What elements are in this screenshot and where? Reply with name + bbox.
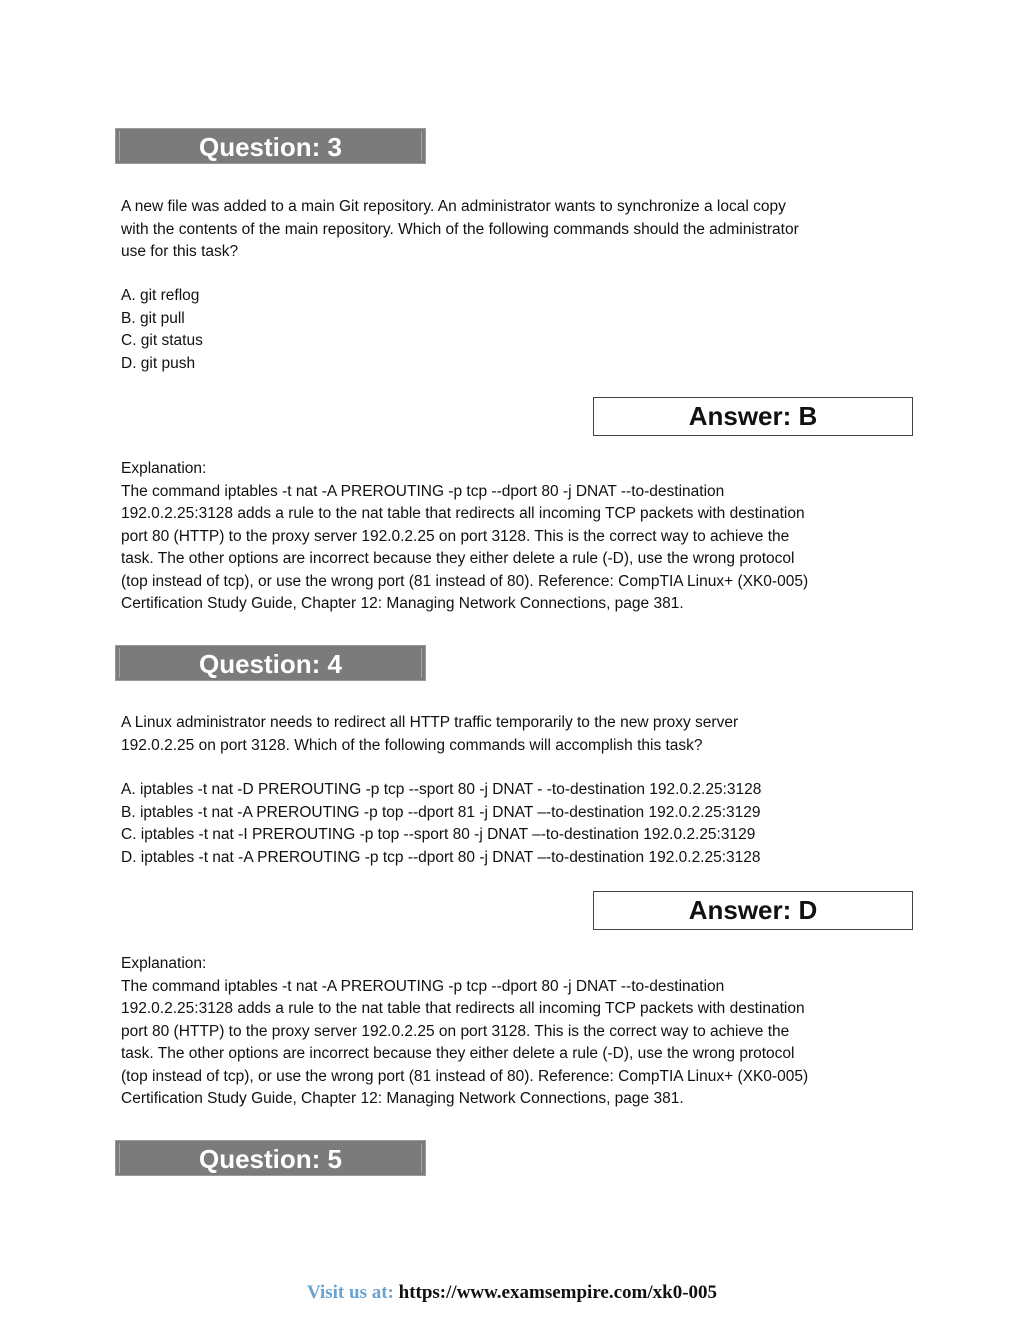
question-4-explanation [121, 953, 891, 1111]
option-d: D. iptables -t nat -A PREROUTING -p tcp --dport 80 -j DNAT –-to-destination 192.0.2.25:3128 [121, 848, 761, 866]
question-3-explanation [121, 458, 891, 616]
footer-url-link[interactable]: https://www.examsempire.com/xk0-005 [398, 1282, 718, 1303]
question-text-line: use for this task? [121, 243, 239, 260]
explanation-line: task. The other options are incorrect because they either delete a rule (-D), use the wrong protocol [121, 550, 795, 567]
question-3-answer-box [593, 397, 913, 436]
explanation-label: Explanation: [121, 460, 207, 477]
explanation-line: The command iptables -t nat -A PREROUTING -p tcp --dport 80 -j DNAT --to-destination [121, 482, 725, 500]
question-text-line: with the contents of the main repository. Which of the following commands should the administrator [121, 220, 799, 238]
question-text-line: 192.0.2.25 on port 3128. Which of the following commands will accomplish this task? [121, 736, 703, 754]
option-a: A. git reflog [121, 287, 200, 304]
option-b: B. git pull [121, 309, 185, 327]
explanation-line: task. The other options are incorrect because they either delete a rule (-D), use the wrong protocol [121, 1045, 795, 1062]
question-3-options [121, 285, 203, 375]
footer-visit-label: Visit us at: [306, 1282, 394, 1303]
question-4-title: Question: 4 [198, 649, 342, 679]
explanation-line: The command iptables -t nat -A PREROUTING -p tcp --dport 80 -j DNAT --to-destination [121, 977, 725, 995]
option-a: A. iptables -t nat -D PREROUTING -p tcp --sport 80 -j DNAT - -to-destination 192.0.2.25:3128 [121, 781, 762, 798]
question-3-text [121, 196, 891, 264]
footer [0, 1282, 1024, 1304]
question-5-banner [115, 1140, 426, 1176]
explanation-label: Explanation: [121, 955, 207, 972]
explanation-line: Certification Study Guide, Chapter 12: Managing Network Connections, page 381. [121, 1090, 684, 1107]
explanation-line: 192.0.2.25:3128 adds a rule to the nat table that redirects all incoming TCP packets with destination [121, 1000, 805, 1017]
option-c: C. iptables -t nat -I PREROUTING -p top --sport 80 -j DNAT –-to-destination 192.0.2.25:3129 [121, 826, 756, 843]
question-4-answer-box [593, 891, 913, 930]
question-4-text [121, 712, 891, 757]
option-b: B. iptables -t nat -A PREROUTING -p top --dport 81 -j DNAT –-to-destination 192.0.2.25:3129 [121, 803, 761, 821]
question-5-title: Question: 5 [198, 1144, 342, 1174]
option-d: D. git push [121, 354, 196, 372]
explanation-line: Certification Study Guide, Chapter 12: Managing Network Connections, page 381. [121, 595, 684, 612]
question-3-answer: Answer: B [688, 401, 818, 431]
question-text-line: A new file was added to a main Git repository. An administrator wants to synchronize a local copy [121, 198, 786, 215]
explanation-line: (top instead of tcp), or use the wrong port (81 instead of 80). Reference: CompTIA Linux+ (XK0-005) [121, 572, 809, 590]
question-text-line: A Linux administrator needs to redirect all HTTP traffic temporarily to the new proxy server [121, 714, 739, 731]
option-c: C. git status [121, 332, 203, 349]
explanation-line: 192.0.2.25:3128 adds a rule to the nat table that redirects all incoming TCP packets with destination [121, 505, 805, 522]
question-4-options [121, 779, 761, 869]
question-3-title: Question: 3 [198, 132, 342, 162]
question-4-banner [115, 645, 426, 681]
explanation-line: port 80 (HTTP) to the proxy server 192.0.2.25 on port 3128. This is the correct way to achieve the [121, 1022, 790, 1040]
explanation-line: port 80 (HTTP) to the proxy server 192.0.2.25 on port 3128. This is the correct way to achieve the [121, 527, 790, 545]
explanation-line: (top instead of tcp), or use the wrong port (81 instead of 80). Reference: CompTIA Linux+ (XK0-005) [121, 1067, 809, 1085]
question-3-banner [115, 128, 426, 164]
question-4-answer: Answer: D [688, 895, 818, 925]
